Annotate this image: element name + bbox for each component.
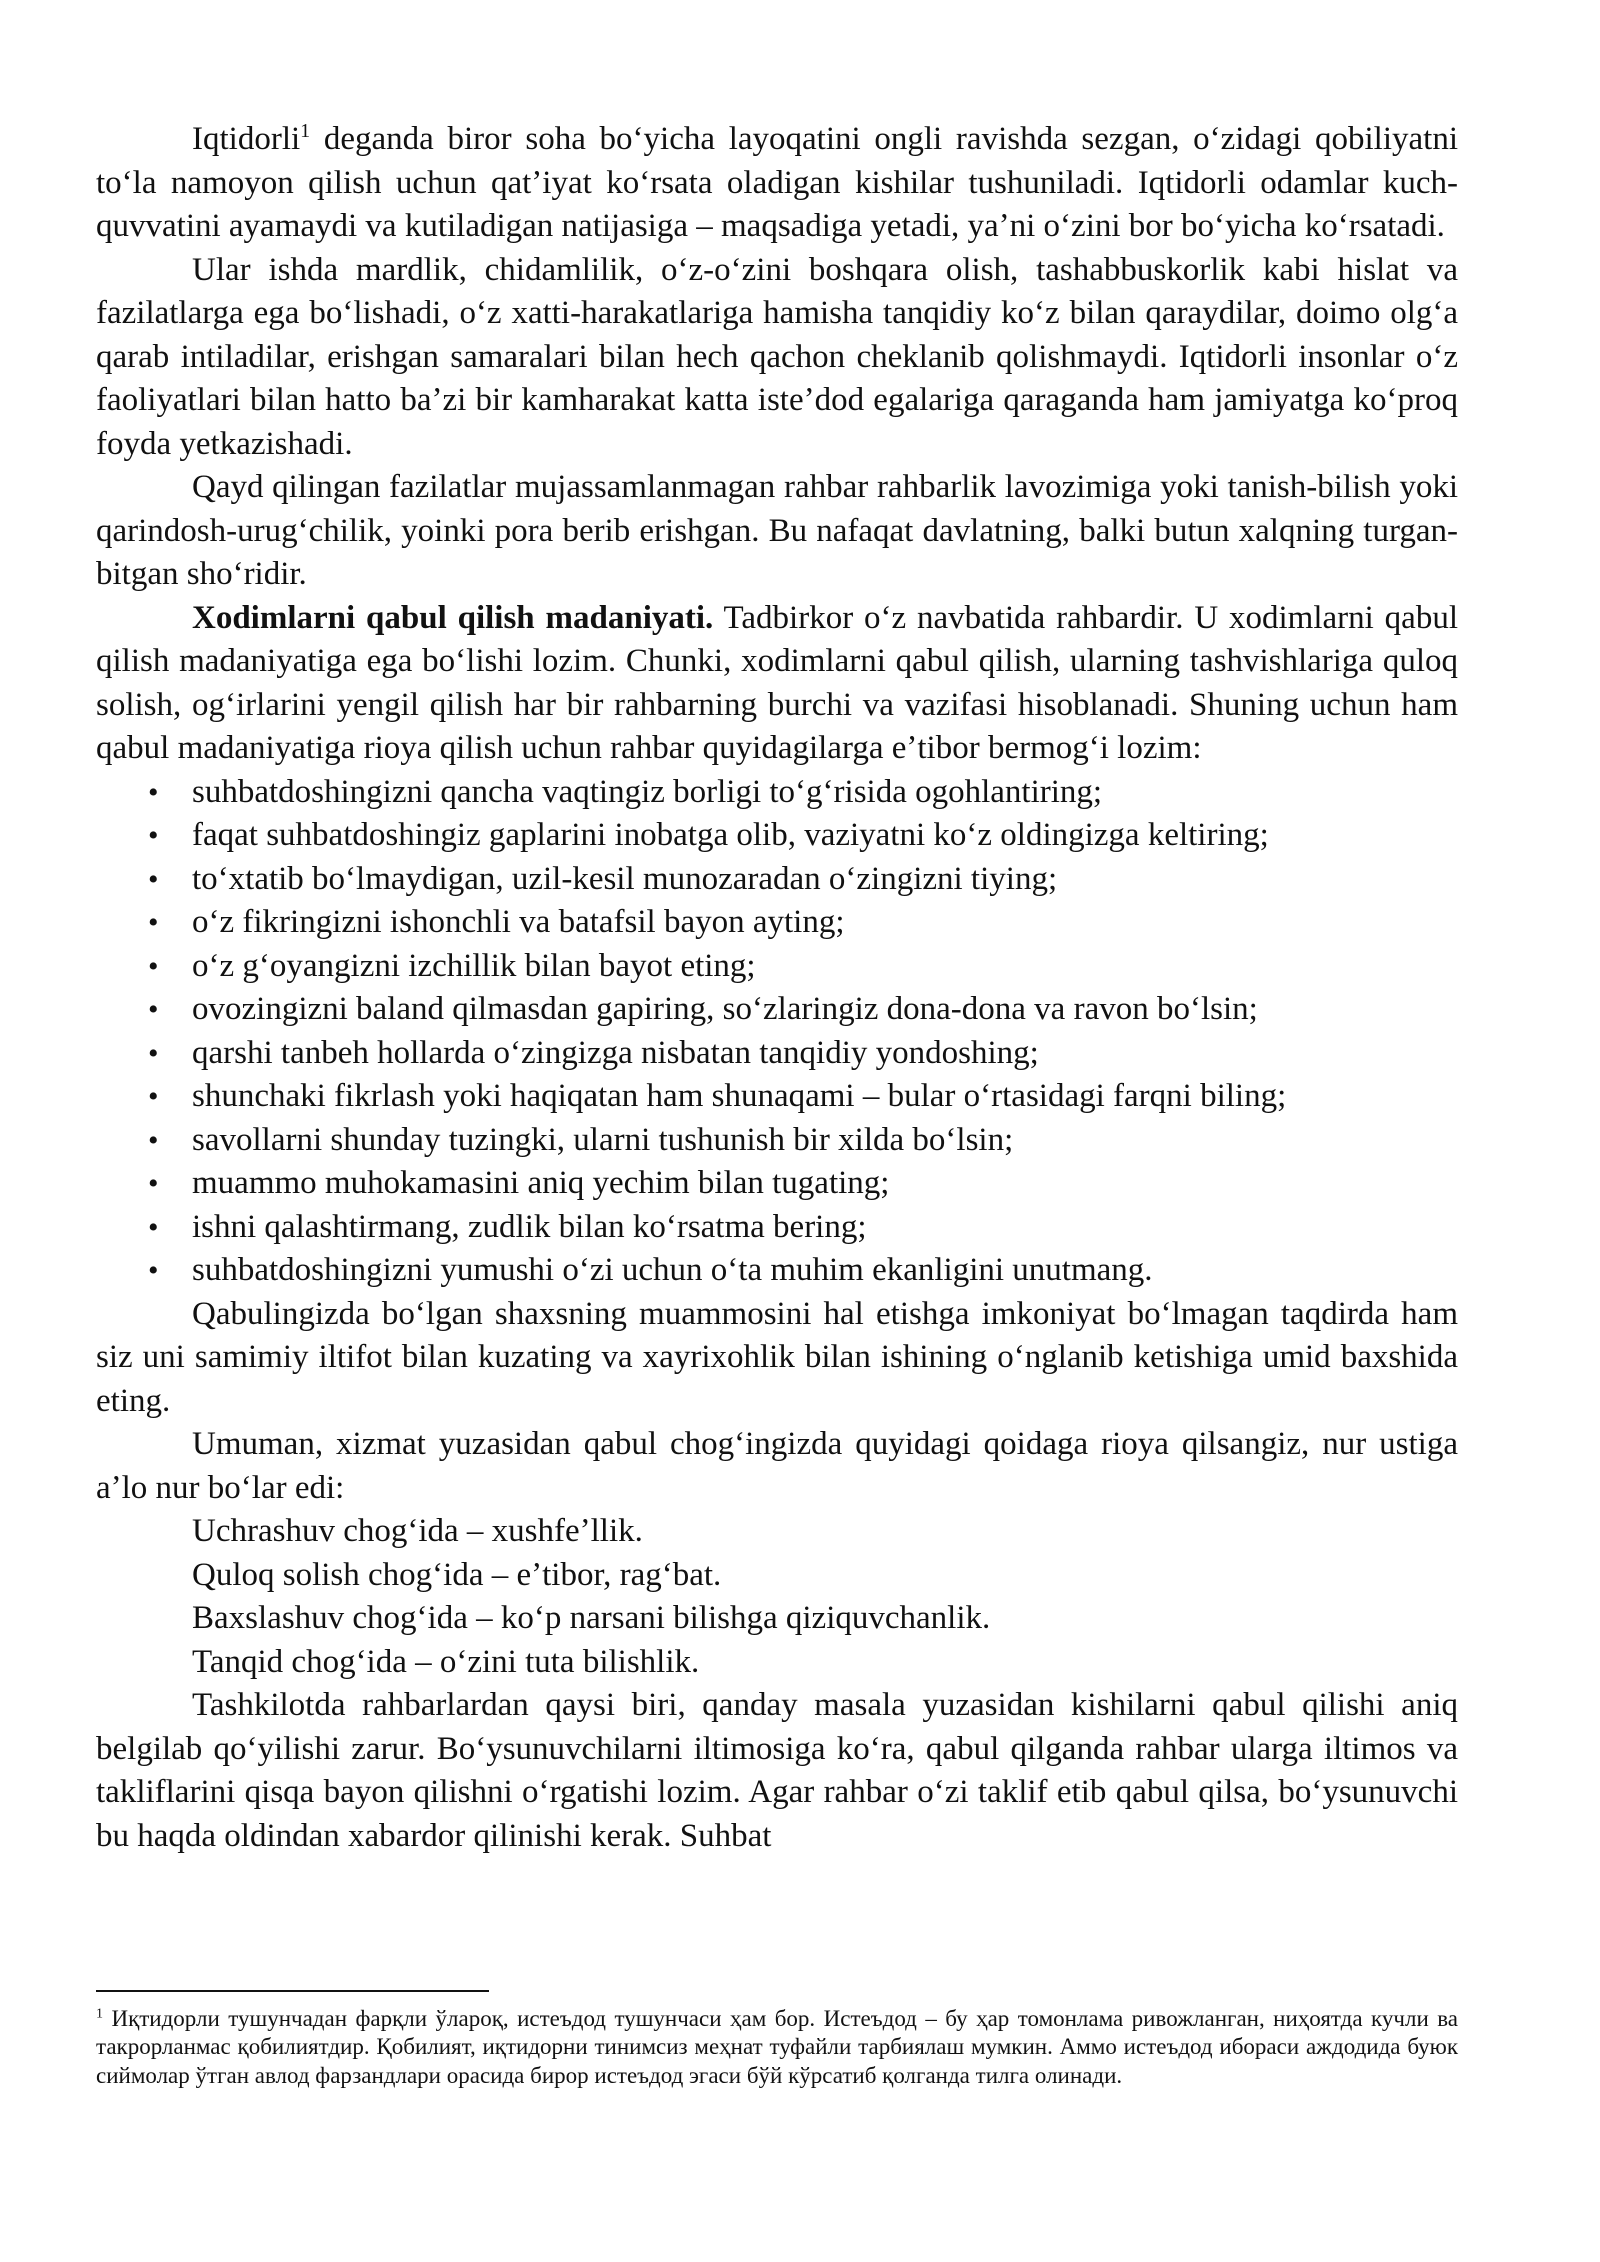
paragraph-1 (96, 118, 1458, 249)
bullet-icon: • (148, 993, 159, 1026)
footnote-divider (96, 1990, 489, 1992)
footnote-reference[interactable]: 1 (300, 120, 311, 142)
bullet-icon: • (148, 775, 159, 809)
bullet-list (96, 771, 1458, 1293)
bullet-icon: • (148, 1036, 159, 1070)
list-item (96, 1032, 1458, 1076)
bullet-icon: • (148, 819, 159, 852)
list-item-text: faqat suhbatdoshingiz gaplarini inobatga olib, vaziyatni koʻz oldingizga keltiring; (192, 817, 1269, 853)
list-item (96, 858, 1458, 902)
bullet-icon: • (148, 906, 159, 939)
list-item (96, 771, 1458, 815)
list-item-text: shunchaki fikrlash yoki haqiqatan ham shunaqami – bular oʻrtasidagi farqni biling; (192, 1078, 1287, 1114)
list-item-text: muammo muhokamasini aniq yechim bilan tugating; (192, 1165, 890, 1201)
main-text (96, 118, 1458, 1858)
list-item-text: oʻz fikringizni ishonchli va batafsil bayon ayting; (192, 904, 845, 940)
list-item (96, 1119, 1458, 1163)
closing-paragraph: Tashkilotda rahbarlardan qaysi biri, qanday masala yuzasidan kishilarni qabul qilishi aniq belgilab qoʻyilishi zarur. Boʻysunuvchilarni iltimosiga koʻra, qabul qilganda rahbar ularga iltimos va takliflarini qisqa bayon qilishni oʻrgatishi lozim. Agar rahbar oʻzi taklif etib qabul qilsa, boʻysunuvchi bu haqda oldindan xabardor qilinishi kerak. Suhbat (96, 1687, 1458, 1854)
list-item (96, 945, 1458, 989)
list-item (96, 1075, 1458, 1119)
list-item-text: oʻz gʻoyangizni izchillik bilan bayot eting; (192, 947, 756, 984)
list-item-text: suhbatdoshingizni yumushi oʻzi uchun oʻta muhim ekanligini unutmang. (192, 1252, 1153, 1288)
footnote-mark: 1 (96, 2006, 103, 2022)
list-item-text: qarshi tanbeh hollarda oʻzingizga nisbatan tanqidiy yondoshing; (192, 1034, 1039, 1071)
list-item (96, 1249, 1458, 1293)
list-item (96, 814, 1458, 858)
list-item-text: toʻxtatib boʻlmaydigan, uzil-kesil munozaradan oʻzingizni tiying; (192, 860, 1058, 897)
list-item (96, 1206, 1458, 1250)
footnote (96, 2005, 1458, 2090)
paragraph-after-1: Qabulingizda boʻlgan shaxsning muammosini hal etishga imkoniyat boʻlmagan taqdirda ham siz uni samimiy iltifot bilan kuzating va xayrixohlik bilan ishining oʻnglanib ketishiga umid baxshida eting. (96, 1295, 1458, 1419)
list-item (96, 901, 1458, 945)
bullet-icon: • (148, 1254, 159, 1287)
rule-line: Uchrashuv chogʻida – xushfeʼllik. (192, 1513, 643, 1549)
rule-line: Tanqid chogʻida – oʻzini tuta bilishlik. (192, 1643, 700, 1680)
bullet-icon: • (148, 1123, 159, 1157)
rule-line: Baxslashuv chogʻida – koʻp narsani bilishga qiziquvchanlik. (192, 1600, 991, 1636)
footnote-text: Иқтидорли тушунчадан фарқли ўлароқ, истеъдод тушунчаси ҳам бор. Истеъдод – бу ҳар томонлама ривожланган, ниҳоятда кучли ва такрорланмас қобилиятдир. Қобилият, иқтидорни тинимсиз меҳнат туфайли тарбиялаш мумкин. Аммо истеъдод ибораси аждодида буюк сиймолар ўтган авлод фарзандлари орасида бирор истеъдод эгаси бўй кўрсатиб қолганда тилга олинади. (96, 2006, 1458, 2088)
bullet-icon: • (148, 1080, 159, 1113)
paragraph-1-lead: Iqtidorli (192, 121, 301, 157)
list-item-text: ishni qalashtirmang, zudlik bilan koʻrsatma bering; (192, 1208, 867, 1245)
list-item (96, 1162, 1458, 1206)
bullet-icon: • (148, 1167, 159, 1200)
bullet-icon: • (148, 949, 159, 983)
section-paragraph (96, 597, 1458, 771)
list-item-text: ovozingizni baland qilmasdan gapiring, soʻzlaringiz dona-dona va ravon boʻlsin; (192, 991, 1258, 1027)
paragraph-3: Qayd qilingan fazilatlar mujassamlanmagan rahbar rahbarlik lavozimiga yoki tanish-bilish yoki qarindosh-urugʻchilik, yoinki pora berib erishgan. Bu nafaqat davlatning, balki butun xalqning turgan-bitgan shoʻridir. (96, 469, 1458, 592)
list-item (96, 988, 1458, 1032)
rule-line: Quloq solish chogʻida – eʼtibor, ragʻbat. (192, 1556, 722, 1593)
paragraph-2: Ular ishda mardlik, chidamlilik, oʻz-oʻzini boshqara olish, tashabbuskorlik kabi hislat va fazilatlarga ega boʻlishadi, oʻz xatti-harakatlariga hamisha tanqidiy koʻz bilan qaraydilar, doimo olgʻa qarab intiladilar, erishgan samaralari bilan hech qachon cheklanib qolishmaydi. Iqtidorli insonlar oʻz faoliyatlari bilan hatto baʼzi bir kamharakat katta isteʼdod egalariga qaraganda ham jamiyatga koʻproq foyda yetkazishadi. (96, 251, 1458, 462)
list-item-text: savollarni shunday tuzingki, ularni tushunish bir xilda boʻlsin; (192, 1121, 1014, 1158)
paragraph-1-rest: deganda biror soha boʻyicha layoqatini ongli ravishda sezgan, oʻzidagi qobiliyatni toʻla namoyon qilish uchun qatʼiyat koʻrsata oladigan kishilar tushuniladi. Iqtidorli odamlar kuch-quvvatini ayamaydi va kutiladigan natijasiga – maqsadiga yetadi, yaʼni oʻzini bor boʻyicha koʻrsatadi. (96, 121, 1458, 244)
list-item-text: suhbatdoshingizni qancha vaqtingiz borligi toʻgʻrisida ogohlantiring; (192, 773, 1103, 810)
section-text: Tadbirkor oʻz navbatida rahbardir. U xodimlarni qabul qilish madaniyatiga ega boʻlishi lozim. Chunki, xodimlarni qabul qilish, ularning tashvishlariga quloq solish, ogʻirlarini yengil qilish har bir rahbarning burchi va vazifasi hisoblanadi. Shuning uchun ham qabul madaniyatiga rioya qilish uchun rahbar quyidagilarga eʼtibor bermogʻi lozim: (96, 599, 1458, 766)
bullet-icon: • (148, 1210, 159, 1244)
paragraph-after-2: Umuman, xizmat yuzasidan qabul chogʻingizda quyidagi qoidaga rioya qilsangiz, nur ustiga aʼlo nur boʻlar edi: (96, 1426, 1458, 1506)
section-heading: Xodimlarni qabul qilish madaniyati. (192, 599, 714, 636)
bullet-icon: • (148, 862, 159, 896)
